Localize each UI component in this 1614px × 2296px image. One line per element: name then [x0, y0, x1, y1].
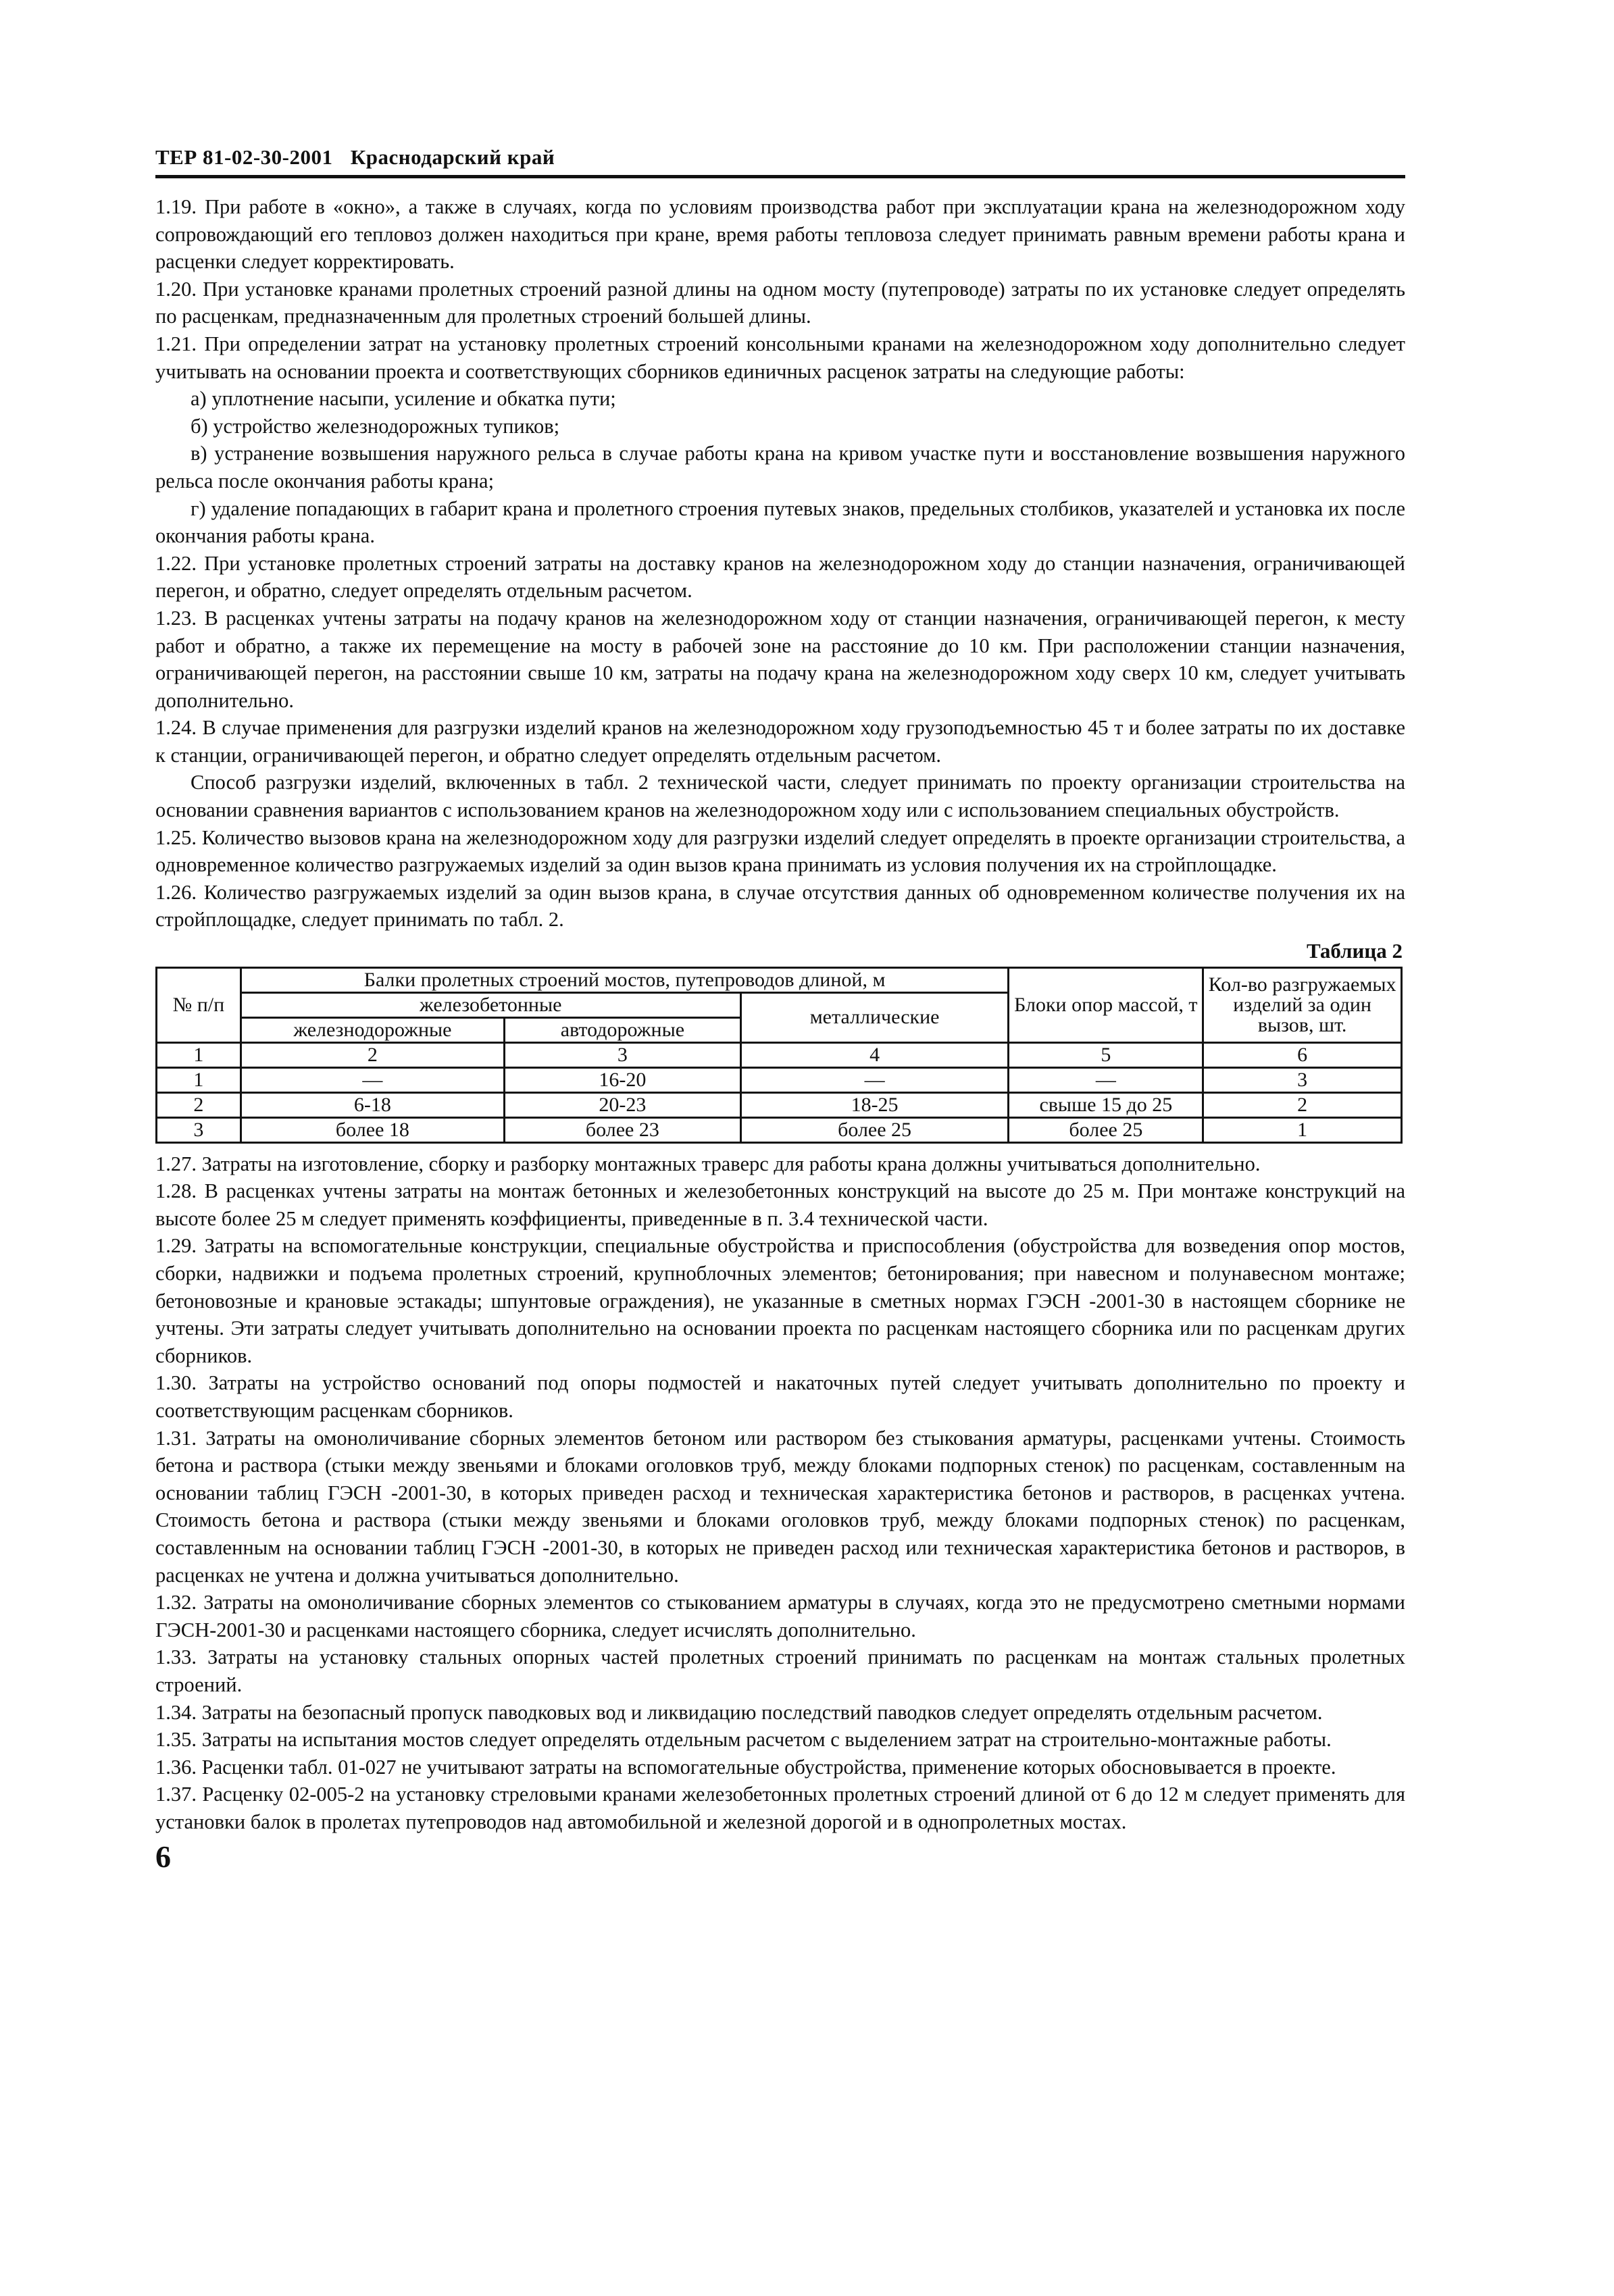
paragraph: 1.35. Затраты на испытания мостов следует определять отдельным расчетом с выделением затрат на строительно-монтажные работы. — [155, 1728, 1332, 1752]
col-number: 2 — [241, 1042, 504, 1067]
table-cell: 18-25 — [740, 1092, 1009, 1117]
table-cell: — — [241, 1067, 504, 1092]
table-cell: 1 — [157, 1067, 241, 1092]
table-cell: 6-18 — [241, 1092, 504, 1117]
table-cell: 2 — [1203, 1092, 1402, 1117]
data-table — [155, 967, 1403, 1144]
paragraph: 1.22. При установке пролетных строений затраты на доставку кранов на железнодорожном ходу до станции назначения, ограничивающей перегон, и обратно, следует определять отдельным расчетом. — [155, 551, 1405, 603]
document-body — [155, 193, 1405, 1874]
paragraph: 1.36. Расценки табл. 01-027 не учитывают затраты на вспомогательные обустройства, применение которых обосновывается в проекте. — [155, 1755, 1336, 1779]
paragraph: 1.37. Расценку 02-005-2 на установку стреловыми кранами железобетонных пролетных строений длиной от 6 до 12 м следует применять для установки балок в пролетах путепроводов над автомобильной и железной дорогой и в однопролетных мостах. — [155, 1783, 1405, 1833]
paragraph: 1.20. При установке кранами пролетных строений разной длины на одном мосту (путепроводе) затраты по их установке следует определять по расценкам, предназначенным для пролетных строений большей длины. — [155, 277, 1405, 328]
table-cell: более 25 — [740, 1117, 1009, 1142]
paragraph: б) устройство железнодорожных тупиков; — [191, 414, 560, 438]
header-rail: железнодорожные — [241, 1017, 504, 1042]
header-region: Краснодарский край — [350, 145, 555, 169]
table-cell: — — [1009, 1067, 1203, 1092]
col-number: 3 — [505, 1042, 741, 1067]
table-cell: 16-20 — [505, 1067, 741, 1092]
paragraph: 1.30. Затраты на устройство оснований под опоры подмостей и накаточных путей следует учитывать дополнительно по проекту и соответствующим расценкам сборников. — [155, 1371, 1405, 1422]
paragraph: 1.24. В случае применения для разгрузки изделий кранов на железнодорожном ходу грузоподъемностью 45 т и более затраты по их доставке к станции, ограничивающей перегон, и обратно следует определять отдельным расчетом. — [155, 716, 1405, 767]
paragraph: а) уплотнение насыпи, усиление и обкатка пути; — [191, 387, 616, 411]
paragraph: в) устранение возвышения наружного рельса в случае работы крана на кривом участке пути и восстановление возвышения наружного рельса после окончания работы крана; — [155, 442, 1405, 492]
col-number: 5 — [1009, 1042, 1203, 1067]
table-cell: более 23 — [505, 1117, 741, 1142]
table-cell: 3 — [1203, 1067, 1402, 1092]
header-rc: железобетонные — [241, 992, 740, 1017]
table-row — [157, 1092, 1402, 1117]
paragraph: 1.21. При определении затрат на установку пролетных строений консольными кранами на железнодорожном ходу дополнительно следует учитывать на основании проекта и соответствующих сборников единичных расценок затраты на следующие работы: — [155, 332, 1405, 383]
table-cell: — — [740, 1067, 1009, 1092]
table-row — [157, 1067, 1402, 1092]
col-number: 1 — [157, 1042, 241, 1067]
header-count: Кол-во разгружаемых изделий за один вызов, шт. — [1203, 967, 1402, 1042]
table-cell: 20-23 — [505, 1092, 741, 1117]
table-col-numbers — [157, 1042, 1402, 1067]
paragraph: 1.27. Затраты на изготовление, сборку и разборку монтажных траверс для работы крана должны учитываться дополнительно. — [155, 1152, 1261, 1175]
header-blocks: Блоки опор массой, т — [1009, 967, 1203, 1042]
paragraph: 1.28. В расценках учтены затраты на монтаж бетонных и железобетонных конструкций на высоте до 25 м. При монтаже конструкций на высоте более 25 м следует применять коэффициенты, приведенные в п. 3.4 технической части. — [155, 1179, 1405, 1230]
page-number: 6 — [155, 1839, 171, 1874]
paragraph: 1.19. При работе в «окно», а также в случаях, когда по условиям производства работ при эксплуатации крана на железнодорожном ходу сопровождающий его тепловоз должен находиться при кране, время работы тепловоза следует принимать равным времени работы крана и расценки следует корректировать. — [155, 195, 1405, 274]
document-page — [155, 145, 1405, 1874]
header-road: автодорожные — [505, 1017, 741, 1042]
table-cell: 1 — [1203, 1117, 1402, 1142]
paragraph: 1.33. Затраты на установку стальных опорных частей пролетных строений принимать по расценкам на монтаж стальных пролетных строений. — [155, 1646, 1405, 1696]
paragraphs-bottom — [155, 1150, 1405, 1836]
paragraph: 1.25. Количество вызовов крана на железнодорожном ходу для разгрузки изделий следует определять в проекте организации строительства, а одновременное количество разгружаемых изделий за один вызов крана принимать из условия получения их на стройплощадке. — [155, 825, 1405, 877]
paragraph: Способ разгрузки изделий, включенных в табл. 2 технической части, следует принимать по проекту организации строительства на основании сравнения вариантов с использованием кранов на железнодорожном ходу или с использованием специальных обустройств. — [155, 771, 1405, 822]
paragraph: 1.29. Затраты на вспомогательные конструкции, специальные обустройства и приспособления (обустройства для возведения опор мостов, сборки, надвижки и подъема пролетных строений, крупноблочных элементов; бетонирования; при навесном и полунавесном монтаже; бетоновозные и крановые эстакады; шпунтовые ограждения), не указанные в сметных нормах ГЭСН -2001-30 в настоящем сборнике не учтены. Эти затраты следует учитывать дополнительно на основании проекта по расценкам настоящего сборника или по расценкам других сборников. — [155, 1234, 1405, 1367]
table-cell: более 18 — [241, 1117, 504, 1142]
col-number: 4 — [740, 1042, 1009, 1067]
paragraph: 1.26. Количество разгружаемых изделий за один вызов крана, в случае отсутствия данных об одновременном количестве получения их на стройплощадке, следует принимать по табл. 2. — [155, 880, 1405, 932]
paragraphs-top — [155, 193, 1405, 934]
paragraph: 1.23. В расценках учтены затраты на подачу кранов на железнодорожном ходу от станции назначения, ограничивающей перегон, к месту работ и обратно, а также их перемещение на мосту в рабочей зоне на расстояние до 10 км. При расположении станции назначения, ограничивающей перегон, на расстоянии свыше 10 км, затраты на подачу крана на железнодорожном ходу сверх 10 км, следует учитывать дополнительно. — [155, 606, 1405, 712]
header-num: № п/п — [157, 967, 241, 1042]
table-caption: Таблица 2 — [1307, 939, 1403, 963]
paragraph: 1.31. Затраты на омоноличивание сборных элементов бетоном или раствором без стыкования арматуры, расценками учтены. Стоимость бетона и раствора (стыки между звеньями и блоками оголовков труб, между блоками подпорных стенок) по расценкам, составленным на основании таблиц ГЭСН -2001-30, в которых приведен расход и техническая характеристика бетонов и растворов, в расценках учтена. Стоимость бетона и раствора (стыки между звеньями и блоками оголовков труб, между блоками подпорных стенок) по расценкам, составленным на основании таблиц ГЭСН -2001-30, в которых не приведен расход или техническая характеристика бетонов и растворов, в расценках не учтена и должна учитываться дополнительно. — [155, 1426, 1405, 1587]
header-metal: металлические — [740, 992, 1009, 1042]
header-code: ТЕР 81-02-30-2001 — [155, 145, 333, 169]
col-number: 6 — [1203, 1042, 1402, 1067]
paragraph: 1.32. Затраты на омоноличивание сборных элементов со стыкованием арматуры в случаях, когда это не предусмотрено сметными нормами ГЭСН-2001-30 и расценками настоящего сборника, следует исчислять дополнительно. — [155, 1591, 1405, 1641]
table-cell: 2 — [157, 1092, 241, 1117]
header-beams: Балки пролетных строений мостов, путепроводов длиной, м — [241, 967, 1009, 992]
table-cell: более 25 — [1009, 1117, 1203, 1142]
page-header — [155, 145, 1405, 178]
table-cell: свыше 15 до 25 — [1009, 1092, 1203, 1117]
paragraph: 1.34. Затраты на безопасный пропуск паводковых вод и ликвидацию последствий паводков следует определять отдельным расчетом. — [155, 1700, 1323, 1724]
table-cell: 3 — [157, 1117, 241, 1142]
paragraph: г) удаление попадающих в габарит крана и пролетного строения путевых знаков, предельных столбиков, указателей и установка их после окончания работы крана. — [155, 496, 1405, 548]
table-row — [157, 1117, 1402, 1142]
